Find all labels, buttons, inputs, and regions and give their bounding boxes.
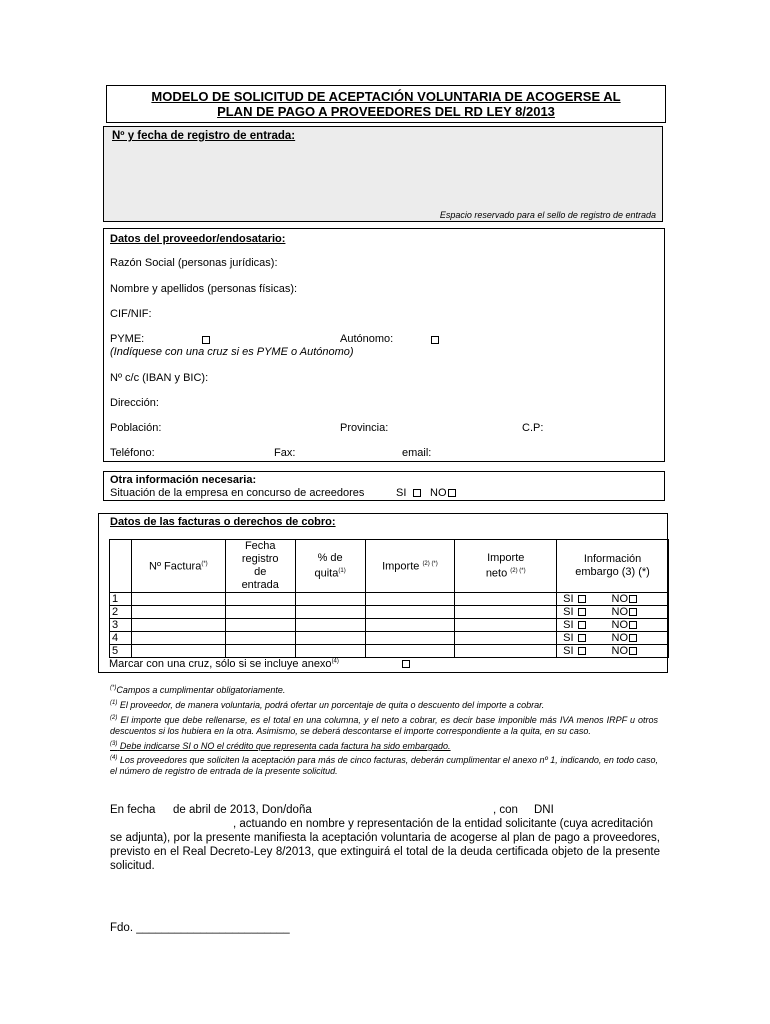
footnote-4: [110, 753, 658, 777]
footnote-1: [110, 698, 658, 711]
embargo-si-checkbox[interactable]: [578, 608, 586, 616]
quita-cell[interactable]: [295, 619, 365, 632]
fecha-cell[interactable]: [225, 632, 295, 645]
embargo-no: [612, 619, 638, 631]
table-row: [110, 619, 669, 632]
other-info-box: [103, 471, 665, 501]
registry-box: [103, 126, 663, 222]
embargo-si-label: SI: [563, 619, 574, 631]
row-index: 5: [110, 645, 132, 658]
fecha-cell[interactable]: [225, 606, 295, 619]
fecha-cell[interactable]: [225, 619, 295, 632]
embargo-cell: [557, 632, 669, 645]
header-embargo-l1: Información: [583, 553, 642, 565]
header-importe-sup: (2) (*): [422, 561, 438, 568]
header-index: [110, 540, 132, 593]
header-embargo-l2: embargo (3) (*): [575, 566, 650, 578]
declaration-line-1: [110, 803, 660, 817]
provincia-label: Provincia:: [340, 422, 389, 434]
invoices-heading: Datos de las facturas o derechos de cobro:: [110, 516, 336, 528]
header-neto-sup: (2) (*): [510, 567, 526, 574]
declaration-dni: DNI: [534, 804, 554, 816]
annex-label: [109, 658, 339, 670]
quita-cell[interactable]: [295, 593, 365, 606]
razon-social-label: Razón Social (personas jurídicas):: [110, 257, 278, 269]
autonomo-checkbox[interactable]: [431, 336, 439, 344]
neto-cell[interactable]: [455, 632, 557, 645]
declaration-line-2: , actuando en nombre y representación de la entidad solicitante (cuya acreditación: [233, 818, 654, 830]
concurso-no-checkbox[interactable]: [448, 489, 456, 497]
importe-cell[interactable]: [365, 593, 455, 606]
indicate-note: (Indíquese con una cruz si es PYME o Autónomo): [110, 346, 354, 358]
embargo-si: [563, 606, 585, 618]
neto-cell[interactable]: [455, 619, 557, 632]
table-row: [110, 606, 669, 619]
header-quita-sup: (1): [338, 567, 346, 574]
embargo-si-label: SI: [563, 632, 574, 644]
neto-cell[interactable]: [455, 606, 557, 619]
fecha-cell[interactable]: [225, 645, 295, 658]
row-index: 3: [110, 619, 132, 632]
concurso-no: [430, 487, 456, 499]
header-quita-l2: quita: [314, 567, 339, 580]
header-fecha-l4: entrada: [241, 579, 279, 591]
declaration-en-fecha: En fecha: [110, 804, 156, 816]
header-neto-l2: neto: [485, 567, 508, 580]
supplier-heading: Datos del proveedor/endosatario:: [110, 233, 286, 245]
importe-cell[interactable]: [365, 619, 455, 632]
quita-cell[interactable]: [295, 632, 365, 645]
embargo-no-checkbox[interactable]: [629, 621, 637, 629]
declaration-de-abril: de abril de 2013, Don/doña: [173, 804, 312, 816]
cp-label: C.P:: [522, 422, 544, 434]
declaration: [110, 803, 660, 873]
embargo-si-label: SI: [563, 606, 574, 618]
footnote-2-sup: (2): [110, 715, 118, 721]
embargo-no-label: NO: [611, 619, 629, 631]
embargo-cell: [557, 593, 669, 606]
concurso-si: [396, 487, 421, 499]
neto-cell[interactable]: [455, 593, 557, 606]
direccion-label: Dirección:: [110, 397, 159, 409]
factura-cell[interactable]: [131, 619, 225, 632]
nombre-label: Nombre y apellidos (personas físicas):: [110, 283, 298, 295]
embargo-si: [563, 645, 585, 657]
footnote-4-text: Los proveedores que soliciten la aceptación para más de cinco facturas, deberán cumplimentar el anexo nº 1, indicando, en todo caso, el número de registro de entrada de la presente solicitud.: [110, 755, 658, 776]
footnote-3-sup: (3): [110, 741, 118, 747]
embargo-no-label: NO: [611, 606, 629, 618]
fecha-cell[interactable]: [225, 593, 295, 606]
embargo-no-checkbox[interactable]: [629, 608, 637, 616]
footnote-3-text: Debe indicarse SI o NO el crédito que representa cada factura ha sido embargado.: [119, 741, 451, 751]
header-fecha-l2: registro: [241, 553, 279, 565]
concurso-no-label: NO: [430, 487, 447, 499]
invoices-table: [109, 539, 669, 658]
header-fecha-l1: Fecha: [244, 540, 276, 552]
header-embargo: [557, 540, 669, 593]
header-factura-label: Nº Factura: [149, 560, 202, 573]
footnote-0-text: Campos a cumplimentar obligatoriamente.: [116, 685, 286, 695]
table-row: [110, 593, 669, 606]
embargo-no: [612, 593, 638, 605]
importe-cell[interactable]: [365, 606, 455, 619]
declaration-body: se adjunta), por la presente manifiesta la aceptación voluntaria de acogerse al plan de pago a proveedores, previsto en el Real Decreto-Ley 8/2013, que extinguirá el total de la deuda certificada objeto de la presente solicitud.: [110, 832, 660, 872]
embargo-si-checkbox[interactable]: [578, 621, 586, 629]
embargo-no-label: NO: [611, 593, 629, 605]
header-factura-sup: (*): [201, 561, 208, 568]
header-importe: [365, 540, 455, 593]
embargo-si-checkbox[interactable]: [578, 647, 586, 655]
footnotes: [110, 683, 658, 777]
annex-checkbox[interactable]: [402, 660, 410, 668]
footnote-0: [110, 683, 658, 696]
concurso-si-checkbox[interactable]: [413, 489, 421, 497]
autonomo-label: Autónomo:: [340, 333, 394, 345]
embargo-no: [612, 606, 638, 618]
invoices-header-row: [110, 540, 669, 593]
title-line-1: MODELO DE SOLICITUD DE ACEPTACIÓN VOLUNTARIA DE ACOGERSE AL: [151, 89, 621, 104]
fax-label: Fax:: [274, 447, 296, 459]
factura-cell[interactable]: [131, 606, 225, 619]
row-index: 2: [110, 606, 132, 619]
embargo-no-label: NO: [611, 632, 629, 644]
embargo-no: [612, 632, 638, 644]
embargo-si-label: SI: [563, 593, 574, 605]
embargo-cell: [557, 619, 669, 632]
embargo-no-label: NO: [611, 645, 629, 657]
supplier-box: [103, 228, 665, 462]
header-neto-l1: Importe: [487, 551, 525, 564]
signature-line: Fdo. ________________________: [110, 922, 290, 934]
footnote-1-text: El proveedor, de manera voluntaria, podrá ofertar un porcentaje de quita o descuento del importe a cobrar.: [119, 700, 545, 710]
pyme-checkbox[interactable]: [202, 336, 210, 344]
embargo-no-checkbox[interactable]: [629, 647, 637, 655]
registry-label: Nº y fecha de registro de entrada:: [112, 130, 296, 142]
row-index: 1: [110, 593, 132, 606]
telefono-label: Teléfono:: [110, 447, 155, 459]
annex-text: Marcar con una cruz, sólo si se incluye anexo: [109, 658, 332, 670]
factura-cell[interactable]: [131, 645, 225, 658]
footnote-2-text: El importe que debe rellenarse, es el total en una columna, y el neto a cobrar, es decir base imponible más IVA menos IRPF u otros descuentos si los hubiera en la otra. Asimismo, se deberá descontarse el importe correspondiente a la quita, en su caso.: [110, 715, 658, 736]
footnote-4-sup: (4): [110, 755, 118, 761]
embargo-no-checkbox[interactable]: [629, 595, 637, 603]
title-box: [106, 85, 666, 123]
row-index: 4: [110, 632, 132, 645]
header-fecha-l3: de: [254, 566, 267, 578]
embargo-si-label: SI: [563, 645, 574, 657]
title-line-2: PLAN DE PAGO A PROVEEDORES DEL RD LEY 8/2013: [217, 104, 555, 119]
embargo-cell: [557, 645, 669, 658]
importe-cell[interactable]: [365, 645, 455, 658]
embargo-si: [563, 632, 585, 644]
importe-cell[interactable]: [365, 632, 455, 645]
embargo-si: [563, 619, 585, 631]
header-neto: [455, 540, 557, 593]
cif-label: CIF/NIF:: [110, 308, 152, 320]
header-quita: [295, 540, 365, 593]
neto-cell[interactable]: [455, 645, 557, 658]
header-fecha: [225, 540, 295, 593]
declaration-con: , con: [493, 804, 518, 816]
document-title: [107, 86, 665, 119]
header-quita-l1: % de: [317, 551, 343, 564]
quita-cell[interactable]: [295, 645, 365, 658]
pyme-label: PYME:: [110, 333, 145, 345]
embargo-no: [612, 645, 638, 657]
factura-cell[interactable]: [131, 632, 225, 645]
embargo-si-checkbox[interactable]: [578, 595, 586, 603]
other-info-heading: Otra información necesaria:: [110, 474, 257, 486]
embargo-cell: [557, 606, 669, 619]
footnote-0-sup: (*): [110, 685, 117, 691]
footnote-3: [110, 739, 658, 752]
annex-sup: (4): [331, 658, 339, 665]
concurso-si-label: SI: [396, 487, 407, 499]
table-row: [110, 632, 669, 645]
iban-label: Nº c/c (IBAN y BIC):: [110, 372, 209, 384]
table-row: [110, 645, 669, 658]
poblacion-label: Población:: [110, 422, 162, 434]
concurso-label: Situación de la empresa en concurso de acreedores: [110, 487, 365, 499]
footnote-1-sup: (1): [110, 700, 118, 706]
quita-cell[interactable]: [295, 606, 365, 619]
email-label: email:: [402, 447, 432, 459]
header-factura: [131, 540, 225, 593]
registry-reserved-note: Espacio reservado para el sello de registro de entrada: [439, 210, 656, 220]
factura-cell[interactable]: [131, 593, 225, 606]
embargo-si-checkbox[interactable]: [578, 634, 586, 642]
embargo-no-checkbox[interactable]: [629, 634, 637, 642]
header-importe-label: Importe: [382, 560, 420, 573]
embargo-si: [563, 593, 585, 605]
footnote-2: [110, 713, 658, 737]
